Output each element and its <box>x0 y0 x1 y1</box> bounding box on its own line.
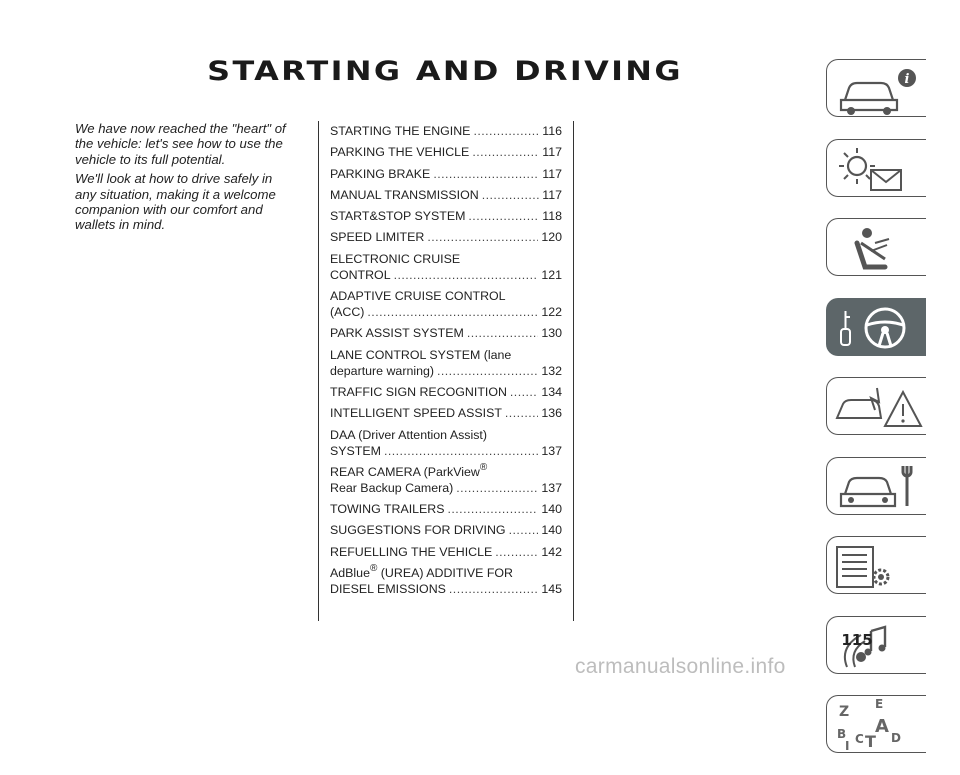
toc-entry[interactable] <box>330 325 562 341</box>
toc-entry-text: PARK ASSIST SYSTEM <box>330 326 464 341</box>
toc-entry-line <box>330 325 562 341</box>
toc-leader-dots <box>437 363 538 379</box>
toc-page-number: 140 <box>541 523 562 538</box>
toc-entry-line <box>330 427 562 443</box>
registered-mark: ® <box>369 563 378 575</box>
toc-entry-line <box>330 443 562 459</box>
toc-entry-line <box>330 480 562 496</box>
toc-entry-text: SPEED LIMITER <box>330 230 425 245</box>
toc-entry[interactable] <box>330 166 562 182</box>
toc-entry-text: Rear Backup Camera) <box>330 480 454 495</box>
toc-entry-line <box>330 187 562 203</box>
toc-leader-dots <box>367 304 538 320</box>
toc-page-number: 117 <box>542 187 562 202</box>
chapter-tab[interactable] <box>826 377 926 435</box>
toc-entry-line <box>330 405 562 421</box>
toc-entry[interactable] <box>330 522 562 538</box>
toc-entry-line <box>330 288 562 304</box>
index-letter: I <box>845 739 850 753</box>
toc-entry-text: REAR CAMERA (ParkView <box>330 464 480 479</box>
toc-entry-text: REFUELLING THE VEHICLE <box>330 544 493 559</box>
toc-entry[interactable] <box>330 208 562 224</box>
toc-leader-dots <box>427 229 538 245</box>
toc-entry-line <box>330 229 562 245</box>
chapter-tab[interactable] <box>826 457 926 515</box>
toc-entry-text: SYSTEM <box>330 443 381 458</box>
toc-entry[interactable] <box>330 501 562 517</box>
index-letter: Z <box>839 704 850 720</box>
toc-entry[interactable] <box>330 544 562 560</box>
toc-entry-text: DIESEL EMISSIONS <box>330 582 446 597</box>
intro-paragraph: We'll look at how to drive safely in any situation, making it a welcome companion with our comfort and wallets in mind. <box>75 171 276 233</box>
toc-entry-text: CONTROL <box>330 267 391 282</box>
toc-entry-text: STARTING THE ENGINE <box>330 124 471 138</box>
index-letter: E <box>875 697 884 711</box>
toc-entry-line <box>330 123 562 139</box>
toc-entry-line <box>330 581 562 597</box>
toc-entry-text: DAA (Driver Attention Assist) <box>330 427 487 442</box>
toc-page-number: 145 <box>541 582 562 597</box>
toc-leader-dots <box>449 581 538 597</box>
column-divider-right <box>573 121 574 621</box>
toc-entry-line <box>330 251 562 267</box>
toc-entry-text: TOWING TRAILERS <box>330 502 445 517</box>
toc-entry-text: TRAFFIC SIGN RECOGNITION <box>330 384 507 399</box>
index-letter: C <box>855 732 864 746</box>
registered-mark: ® <box>479 461 488 473</box>
toc-page-number: 121 <box>541 267 562 282</box>
toc-entry-line <box>330 544 562 560</box>
index-letter: B <box>837 727 847 741</box>
toc-entry-text: PARKING BRAKE <box>330 166 431 181</box>
toc-leader-dots <box>505 405 538 421</box>
toc-entry-line <box>330 565 562 581</box>
toc-leader-dots <box>509 522 539 538</box>
toc-leader-dots <box>468 208 539 224</box>
toc-leader-dots <box>482 187 540 203</box>
intro-paragraph: We have now reached the "heart" of the vehicle: let's see how to use the vehicle to its full potential. <box>75 121 286 167</box>
toc-page-number: 117 <box>542 166 562 181</box>
toc-entry-text: AdBlue <box>330 566 370 581</box>
toc-entry-line <box>330 522 562 538</box>
toc-page-number: 134 <box>541 384 562 399</box>
toc-entry[interactable] <box>330 288 562 320</box>
chapter-intro <box>75 121 293 237</box>
toc-entry-line <box>330 363 562 379</box>
toc-entry[interactable] <box>330 144 562 160</box>
toc-page-number: 122 <box>541 305 562 320</box>
toc-entry-text: departure warning) <box>330 363 435 378</box>
toc-leader-dots <box>456 480 538 496</box>
toc-page-number: 118 <box>542 209 562 224</box>
toc-leader-dots <box>433 166 539 182</box>
toc-entry-text: PARKING THE VEHICLE <box>330 145 470 160</box>
page-title: STARTING AND DRIVING <box>207 56 683 87</box>
toc-page-number: 130 <box>541 326 562 341</box>
toc-leader-dots <box>472 144 539 160</box>
toc-page-number: 140 <box>541 502 562 517</box>
toc-leader-dots <box>384 443 538 459</box>
toc-page-number: 136 <box>541 406 562 421</box>
column-divider-left <box>318 121 319 621</box>
chapter-tab[interactable] <box>826 536 926 594</box>
toc-entry[interactable] <box>330 405 562 421</box>
toc-entry-line <box>330 304 562 320</box>
toc-entry-text: (ACC) <box>330 305 365 320</box>
toc-entry[interactable] <box>330 565 562 597</box>
chapter-tab[interactable] <box>826 695 926 753</box>
toc-leader-dots <box>394 267 539 283</box>
toc-page-number: 117 <box>542 145 562 160</box>
toc-entry[interactable] <box>330 187 562 203</box>
toc-entry-text: ELECTRONIC CRUISE <box>330 251 461 266</box>
chapter-tab[interactable] <box>826 298 926 356</box>
toc-entry[interactable] <box>330 427 562 459</box>
toc-entry[interactable] <box>330 229 562 245</box>
watermark-text: carmanualsonline.info <box>575 655 786 678</box>
toc-leader-dots <box>448 501 539 517</box>
toc-entry-line <box>330 166 562 182</box>
svg-text:i: i <box>904 72 910 87</box>
table-of-contents <box>330 123 562 602</box>
toc-page-number: 120 <box>541 230 562 245</box>
chapter-tab[interactable] <box>826 59 926 117</box>
toc-page-number: 137 <box>541 443 562 458</box>
toc-entry[interactable] <box>330 347 562 379</box>
toc-page-number: 132 <box>541 363 562 378</box>
toc-entry-line <box>330 347 562 363</box>
toc-entry-line <box>330 267 562 283</box>
page-number: 115 <box>841 631 873 649</box>
toc-leader-dots <box>467 325 538 341</box>
toc-entry-text: ADAPTIVE CRUISE CONTROL <box>330 289 506 304</box>
toc-entry[interactable] <box>330 251 562 283</box>
toc-entry-text: START&STOP SYSTEM <box>330 209 466 224</box>
toc-entry-text: MANUAL TRANSMISSION <box>330 187 479 202</box>
toc-entry-text: INTELLIGENT SPEED ASSIST <box>330 406 502 421</box>
toc-leader-dots <box>510 384 538 400</box>
toc-entry[interactable] <box>330 384 562 400</box>
chapter-tabs <box>826 59 929 775</box>
chapter-tab[interactable] <box>826 218 926 276</box>
toc-entry-line <box>330 144 562 160</box>
toc-page-number: 137 <box>541 480 562 495</box>
toc-entry-line <box>330 384 562 400</box>
index-letter: A <box>875 716 889 737</box>
toc-entry[interactable] <box>330 123 562 139</box>
toc-entry-text: (UREA) ADDITIVE FOR <box>380 566 513 581</box>
toc-entry-text: SUGGESTIONS FOR DRIVING <box>330 523 506 538</box>
toc-page-number: 142 <box>541 544 562 559</box>
toc-entry-line <box>330 501 562 517</box>
chapter-tab[interactable] <box>826 139 926 197</box>
index-letter: T <box>865 732 876 751</box>
toc-entry-text: LANE CONTROL SYSTEM (lane <box>330 347 512 362</box>
index-letter: D <box>891 731 901 745</box>
toc-entry-line <box>330 208 562 224</box>
toc-entry[interactable] <box>330 461 562 496</box>
toc-entry-line <box>330 461 562 480</box>
toc-leader-dots <box>473 123 539 139</box>
toc-leader-dots <box>495 544 538 560</box>
toc-page-number: 116 <box>542 124 562 138</box>
